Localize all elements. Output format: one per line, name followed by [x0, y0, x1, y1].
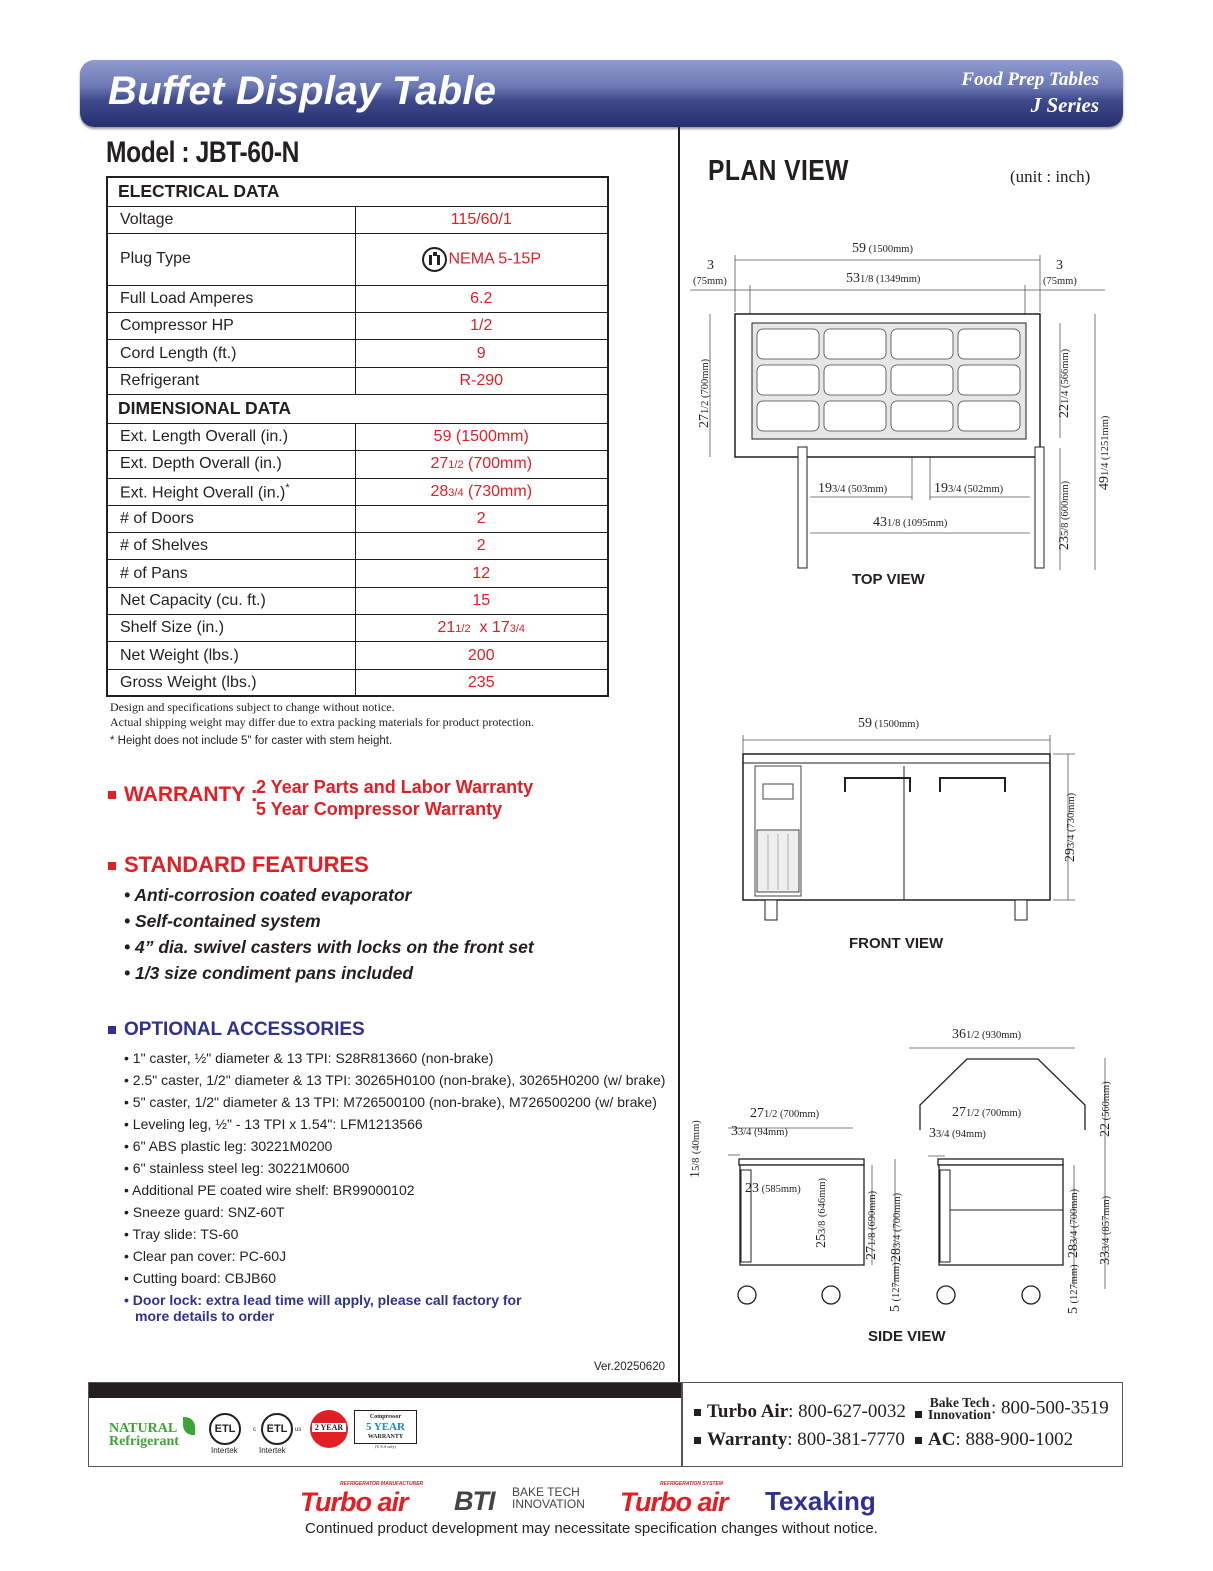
side-dim-top-thick — [688, 1120, 704, 1178]
row-label: Refrigerant — [107, 367, 355, 394]
row-value — [355, 478, 608, 505]
row-value — [355, 233, 608, 285]
table-row — [107, 533, 608, 560]
contact-phone[interactable]: : 800-381-7770 — [787, 1429, 905, 1450]
list-item: • 4” dia. swivel casters with locks on the front set — [124, 937, 534, 957]
dim-main: 27 — [952, 1105, 966, 1120]
dim-mm: (700mm) — [1069, 1188, 1080, 1231]
contact-name: Warranty — [707, 1429, 788, 1450]
list-item: • 1/3 size condiment pans included — [124, 963, 414, 983]
table-row — [107, 560, 608, 587]
dim-frac: 3/4 — [1069, 1230, 1080, 1244]
table-row — [107, 587, 608, 614]
optional-accessories-list — [124, 1047, 665, 1324]
contact-phone[interactable]: : 800-627-0032 — [788, 1401, 906, 1422]
natural-text: NATURAL — [109, 1421, 178, 1436]
note-line: Design and specifications subject to change without notice. — [110, 700, 395, 714]
list-item: • Additional PE coated wire shelf: BR99000102 — [124, 1182, 415, 1198]
table-row — [107, 423, 608, 450]
electrical-heading: ELECTRICAL DATA — [107, 177, 608, 206]
warranty-label-text: WARRANTY : — [124, 783, 258, 806]
dim-mm: (503mm) — [845, 484, 888, 495]
list-item: • Self-contained system — [124, 911, 321, 931]
turbo-air-logo: Turbo air — [300, 1487, 408, 1517]
top-view-label: TOP VIEW — [852, 571, 925, 588]
side-view-label: SIDE VIEW — [868, 1328, 946, 1345]
dim-mm: (1251mm) — [1100, 415, 1111, 463]
bti-logo: BTI — [454, 1486, 495, 1516]
door-lock-note-cont: more details to order — [135, 1308, 275, 1324]
dim-main: 59 — [858, 716, 872, 731]
row-value: 59 (1500mm) — [355, 423, 608, 450]
value-main: 27 — [430, 455, 449, 473]
unit-label: (unit : inch) — [1010, 167, 1091, 186]
row-label: Cord Length (ft.) — [107, 340, 355, 367]
row-label: # of Doors — [107, 505, 355, 532]
dim-main: 59 — [852, 241, 866, 256]
row-value: 200 — [355, 642, 608, 669]
bullet-square-icon — [915, 1411, 922, 1418]
bullet-square-icon — [108, 1026, 116, 1034]
dim-mm: (75mm) — [1043, 276, 1077, 287]
dim-mm: (40mm) — [691, 1120, 702, 1155]
dim-frac: 5/8 — [691, 1157, 702, 1171]
dim-mm: (930mm) — [979, 1030, 1022, 1041]
spec-table — [106, 176, 609, 697]
dim-frac: 1/2 — [966, 1030, 980, 1041]
footer-divider — [681, 1383, 683, 1466]
dim-main: 28 — [1066, 1244, 1081, 1258]
dim-door-right — [934, 481, 1003, 497]
side-dim-total-height-b — [1098, 1196, 1114, 1265]
row-value: 115/60/1 — [355, 206, 608, 233]
dim-overall-width — [852, 241, 913, 257]
badge-sub: WARRANTY — [367, 1434, 404, 1440]
two-year-warranty-badge — [310, 1410, 348, 1448]
dim-main: 22 — [1057, 404, 1072, 418]
value-frac: 1/2 — [448, 459, 464, 472]
dim-mm: (700mm) — [700, 358, 711, 401]
table-row — [107, 615, 608, 642]
bullet-square-icon — [694, 1437, 701, 1444]
intertek-label: Intertek — [259, 1446, 286, 1455]
contact-name: AC — [928, 1429, 956, 1450]
row-value: 12 — [355, 560, 608, 587]
bullet-square-icon — [108, 862, 116, 870]
asterisk-mark: * — [285, 481, 290, 494]
badge-text: 2 YEAR — [312, 1423, 346, 1432]
contact-name: Bake Tech — [929, 1395, 990, 1410]
list-item: • Tray slide: TS-60 — [124, 1226, 239, 1242]
front-dim-height — [1063, 793, 1079, 862]
row-value: 235 — [355, 669, 608, 696]
dim-door-span — [873, 515, 947, 531]
optional-accessories-heading — [108, 1019, 365, 1041]
etl-c-mark: c — [253, 1427, 256, 1433]
plan-view-title: PLAN VIEW — [708, 155, 849, 187]
value-frac: 1/2 — [455, 623, 471, 636]
bti-line: INNOVATION — [512, 1497, 585, 1511]
dim-left-margin-mm — [693, 273, 727, 289]
version-label: Ver.20250620 — [594, 1361, 665, 1373]
brand-logos — [300, 1481, 920, 1517]
table-row — [107, 478, 608, 505]
row-label: Full Load Amperes — [107, 285, 355, 312]
table-row — [107, 233, 608, 285]
value-main: 28 — [430, 482, 449, 500]
side-dim-depth-a — [750, 1106, 819, 1122]
standard-features-heading — [108, 852, 369, 878]
table-row — [107, 367, 608, 394]
row-label: Voltage — [107, 206, 355, 233]
dim-mm: (690mm) — [867, 1190, 878, 1233]
label-text: Ext. Height Overall (in.) — [120, 483, 286, 501]
dim-mm: (75mm) — [693, 276, 727, 287]
contact-turbo-air — [694, 1401, 906, 1423]
side-view-drawing — [700, 1025, 1120, 1315]
dim-main: 53 — [846, 271, 860, 286]
dim-main: 27 — [697, 414, 712, 428]
turbo-air-system-tag: REFRIGERATION SYSTEM — [660, 1481, 723, 1487]
table-row — [107, 451, 608, 478]
side-dim-caster-b — [1066, 1264, 1082, 1314]
table-row — [107, 206, 608, 233]
dim-frac: 3/4 — [738, 1127, 752, 1138]
intertek-label: Intertek — [211, 1446, 238, 1455]
page-title: Buffet Display Table — [108, 69, 497, 113]
badge-top: Compressor — [369, 1414, 402, 1420]
dim-frac: 1/8 — [867, 1232, 878, 1246]
table-row — [107, 340, 608, 367]
contact-phone[interactable]: : 800-500-3519 — [991, 1397, 1109, 1419]
dim-frac: 5/8 — [1060, 522, 1071, 536]
contact-name: Turbo Air — [707, 1401, 789, 1422]
dim-mm: (94mm) — [949, 1129, 986, 1140]
side-dim-guard-height — [1098, 1081, 1114, 1137]
nema-plug-icon — [422, 247, 447, 272]
list-item: • Leveling leg, ½" - 13 TPI x 1.54": LFM1213566 — [124, 1116, 423, 1132]
footer-black-strip — [89, 1383, 681, 1398]
warranty-lines — [256, 776, 533, 820]
dim-main: 28 — [889, 1248, 904, 1262]
dim-frac: 1/8 — [887, 518, 901, 529]
spec-notes — [110, 700, 534, 730]
bullet-square-icon — [694, 1409, 701, 1416]
dim-frac: 3/4 — [1066, 834, 1077, 848]
dim-main: 22 — [1098, 1123, 1113, 1137]
column-divider — [678, 127, 680, 1382]
row-value: 2 — [355, 533, 608, 560]
bullet-square-icon — [915, 1437, 922, 1444]
dim-total-depth — [1097, 416, 1113, 490]
dim-main: 27 — [750, 1106, 764, 1121]
warranty-line: 2 Year Parts and Labor Warranty — [256, 777, 534, 797]
side-dim-height-a — [889, 1193, 905, 1262]
dim-frac: 1/2 — [700, 400, 711, 414]
row-label — [107, 478, 355, 505]
dim-mm: (1095mm) — [900, 518, 948, 529]
dim-mm: (502mm) — [961, 484, 1004, 495]
list-item: • Anti-corrosion coated evaporator — [124, 885, 412, 905]
front-view-label: FRONT VIEW — [849, 935, 944, 952]
heading-text: STANDARD FEATURES — [124, 852, 369, 877]
standard-features-list — [124, 882, 534, 986]
dim-main: 5 — [888, 1305, 903, 1312]
dim-right-margin-mm — [1043, 273, 1077, 289]
badge-note: (U.S.A only) — [375, 1444, 396, 1449]
dim-frac: 3/4 — [948, 484, 962, 495]
row-value — [355, 615, 608, 642]
dim-frac: 3/8 — [817, 1220, 828, 1234]
dim-inner-width — [846, 271, 920, 287]
header-banner — [80, 60, 1123, 127]
list-item: • 2.5" caster, 1/2" diameter & 13 TPI: 30265H0100 (non-brake), 30265H0200 (w/ brake) — [124, 1072, 666, 1088]
row-label: Compressor HP — [107, 313, 355, 340]
side-dim-cab-height — [864, 1191, 880, 1260]
list-item: • 1" caster, ½" diameter & 13 TPI: S28R813660 (non-brake) — [124, 1050, 494, 1066]
dim-mm: (560mm) — [1101, 1081, 1112, 1123]
refrigerant-text: Refrigerant — [109, 1434, 179, 1449]
dim-mm: (700mm) — [892, 1192, 903, 1235]
dim-main: 19 — [934, 481, 948, 496]
contact-warranty — [694, 1429, 905, 1451]
bullet-square-icon — [108, 791, 116, 799]
dim-main: 33 — [1098, 1251, 1113, 1265]
dim-depth — [697, 359, 713, 428]
row-value — [355, 451, 608, 478]
side-dim-depth-b — [952, 1105, 1021, 1121]
row-value: 6.2 — [355, 285, 608, 312]
dim-mm: (646mm) — [817, 1178, 828, 1218]
row-value: 15 — [355, 587, 608, 614]
row-label: # of Shelves — [107, 533, 355, 560]
five-year-compressor-badge — [354, 1410, 417, 1449]
list-item: • 6" stainless steel leg: 30221M0600 — [124, 1160, 350, 1176]
note-line: Actual shipping weight may differ due to extra packing materials for product protection. — [110, 715, 534, 729]
list-item: • 6" ABS plastic leg: 30221M0200 — [124, 1138, 333, 1154]
dim-main: 3 — [1056, 258, 1063, 273]
dim-door-swing — [1057, 481, 1073, 550]
row-value: 9 — [355, 340, 608, 367]
row-label: Shelf Size (in.) — [107, 615, 355, 642]
dim-pan-depth — [1057, 349, 1073, 418]
badge-main: 5 YEAR — [365, 1421, 405, 1433]
row-label: Ext. Depth Overall (in.) — [107, 451, 355, 478]
dim-main: 49 — [1097, 476, 1112, 490]
dim-main: 3 — [929, 1126, 936, 1141]
value-main: 21 — [437, 619, 456, 637]
dim-left-margin — [707, 258, 714, 274]
texaking-logo: Texaking — [765, 1486, 876, 1516]
value-rest: (730mm) — [463, 482, 533, 500]
dim-mm: (566mm) — [1060, 348, 1071, 391]
side-dim-height-b — [1066, 1189, 1082, 1258]
row-value: R-290 — [355, 367, 608, 394]
dim-main: 27 — [864, 1246, 879, 1260]
height-footnote: * Height does not include 5" for caster with stem height. — [110, 735, 393, 747]
dim-mm: (700mm) — [777, 1109, 820, 1120]
value-frac: 3/4 — [448, 486, 464, 499]
front-dim-width — [858, 716, 919, 732]
value-rest: (700mm) — [463, 455, 533, 473]
dim-mm: (1500mm) — [866, 244, 913, 255]
dim-main: 19 — [818, 481, 832, 496]
dim-frac: 1/2 — [966, 1108, 980, 1119]
table-row — [107, 669, 608, 696]
dim-mm: (730mm) — [1066, 792, 1077, 835]
etl-c-us-icon: ETL — [261, 1413, 293, 1445]
series-label: J Series — [1030, 93, 1099, 117]
list-item: • Cutting board: CBJB60 — [124, 1270, 276, 1286]
footer-bar — [88, 1382, 1123, 1467]
contact-name: Innovation — [928, 1407, 992, 1422]
dim-frac: 3/4 — [936, 1129, 950, 1140]
value-frac: 3/4 — [509, 623, 526, 636]
front-view-drawing — [735, 730, 1080, 925]
leaf-icon — [183, 1417, 195, 1435]
category-label: Food Prep Tables — [961, 69, 1099, 90]
dim-main: 43 — [873, 515, 887, 530]
side-dim-top-a — [731, 1124, 788, 1140]
row-label: Net Weight (lbs.) — [107, 642, 355, 669]
table-row — [107, 642, 608, 669]
table-row — [107, 313, 608, 340]
dim-frac: 1/4 — [1100, 462, 1111, 476]
side-dim-guard-width — [952, 1027, 1021, 1043]
dim-frac: 1/8 — [860, 274, 874, 285]
dimensional-heading: DIMENSIONAL DATA — [107, 394, 608, 423]
contact-ac — [915, 1429, 1073, 1451]
dim-right-margin — [1056, 258, 1063, 274]
row-label: Ext. Length Overall (in.) — [107, 423, 355, 450]
dim-main: 5 — [1066, 1307, 1081, 1314]
list-item: • 5" caster, 1/2" diameter & 13 TPI: M726500100 (non-brake), M726500200 (w/ brake) — [124, 1094, 657, 1110]
heading-text: OPTIONAL ACCESSORIES — [124, 1019, 365, 1040]
dim-frac: 3/4 — [892, 1234, 903, 1248]
table-row — [107, 505, 608, 532]
dim-main: 25 — [814, 1234, 829, 1248]
dim-frac: 3/4 — [1101, 1237, 1112, 1251]
turbo-air-system-logo: Turbo air — [620, 1487, 728, 1517]
row-value: 2 — [355, 505, 608, 532]
dim-mm: (585mm) — [759, 1184, 801, 1195]
dim-mm: (127mm) — [1069, 1264, 1080, 1304]
table-row — [107, 285, 608, 312]
value-main: x 17 — [470, 619, 510, 637]
side-dim-caster-a — [888, 1262, 904, 1312]
side-dim-inner-depth — [745, 1181, 801, 1197]
model-title: Model : JBT-60-N — [106, 136, 299, 169]
dim-door-left — [818, 481, 887, 497]
list-item: • Sneeze guard: SNZ-60T — [124, 1204, 285, 1220]
row-label: Net Capacity (cu. ft.) — [107, 587, 355, 614]
dim-main: 23 — [1057, 536, 1072, 550]
turbo-air-tag: REFRIGERATOR MANUFACTURER — [340, 1481, 424, 1487]
etl-listed-icon: ETL — [209, 1413, 241, 1445]
side-dim-top-b — [929, 1126, 986, 1142]
dim-mm: (94mm) — [751, 1127, 788, 1138]
warranty-line: 5 Year Compressor Warranty — [256, 799, 503, 819]
etl-us-mark: us — [295, 1427, 302, 1433]
row-label: Gross Weight (lbs.) — [107, 669, 355, 696]
dim-mm: (857mm) — [1101, 1195, 1112, 1238]
dim-mm: (600mm) — [1060, 480, 1071, 523]
contact-bake-tech — [915, 1397, 1109, 1421]
dim-mm: (700mm) — [979, 1108, 1022, 1119]
dim-main: 3 — [707, 258, 714, 273]
dim-frac: 1/4 — [1060, 390, 1071, 404]
row-value: 1/2 — [355, 313, 608, 340]
dim-frac: 3/4 — [832, 484, 846, 495]
door-lock-note: • Door lock: extra lead time will apply, please call factory for — [124, 1292, 522, 1308]
dim-main: 23 — [745, 1181, 759, 1196]
dim-main: 36 — [952, 1027, 966, 1042]
dim-mm: (127mm) — [891, 1262, 902, 1302]
list-item: • Clear pan cover: PC-60J — [124, 1248, 287, 1264]
bti-text — [512, 1486, 585, 1510]
dim-frac: 1/2 — [764, 1109, 778, 1120]
bti-line: BAKE TECH — [512, 1485, 580, 1499]
disclaimer: Continued product development may necessitate specification changes without notice. — [305, 1520, 878, 1537]
dim-mm: (1349mm) — [873, 274, 921, 285]
row-label: Plug Type — [107, 233, 355, 285]
natural-refrigerant-logo — [109, 1422, 179, 1448]
plug-type-value: NEMA 5-15P — [448, 250, 541, 268]
dim-mm: (1500mm) — [872, 719, 919, 730]
dim-main: 1 — [688, 1171, 703, 1178]
contact-phone[interactable]: : 888-900-1002 — [955, 1429, 1074, 1450]
dim-main: 3 — [731, 1124, 738, 1139]
dim-main: 29 — [1063, 848, 1078, 862]
side-dim-inner-height — [814, 1178, 830, 1248]
warranty-label — [108, 783, 258, 807]
row-label: # of Pans — [107, 560, 355, 587]
